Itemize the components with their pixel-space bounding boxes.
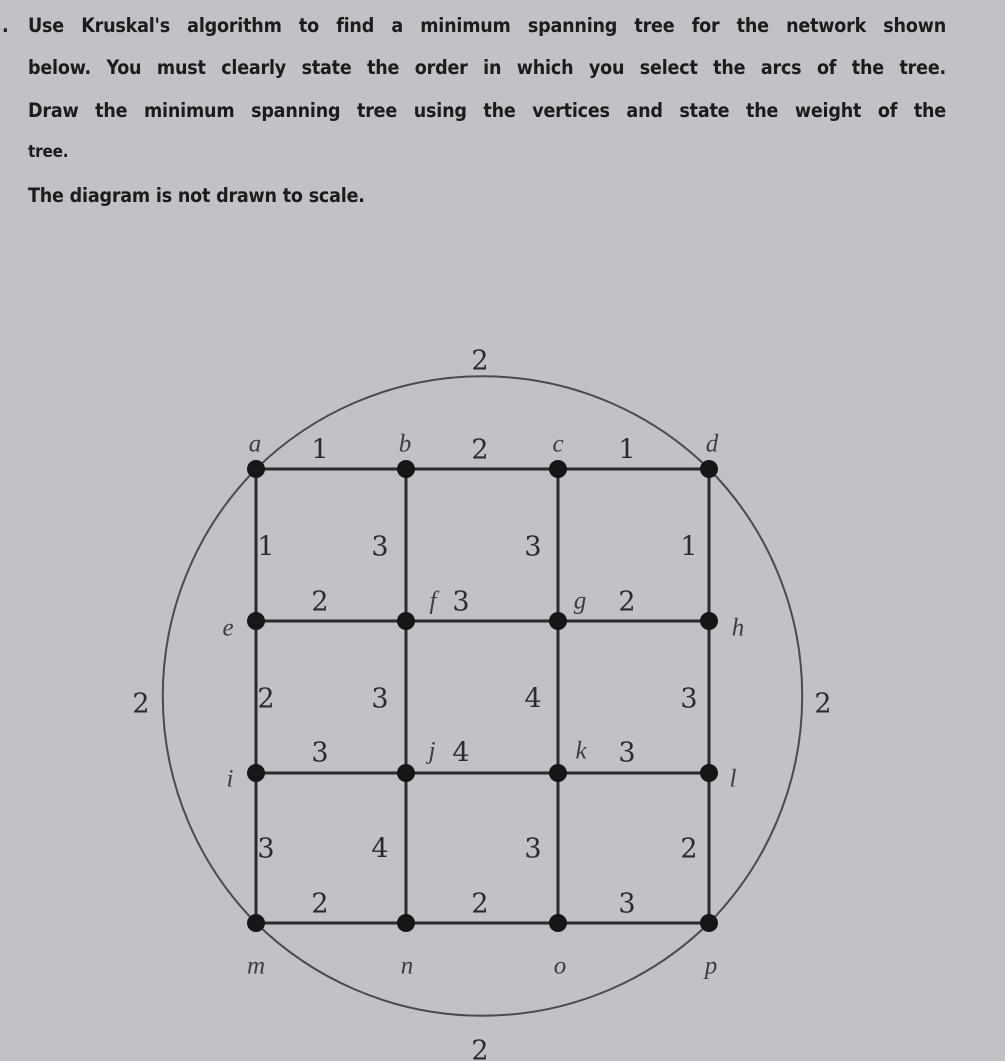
question-line-1: Use Kruskal's algorithm to find a minimum spanning tree for the network shown [28, 14, 946, 37]
vertex-g [549, 612, 567, 630]
edge-weight-e-i: 2 [257, 683, 275, 715]
question-number-marker: . [2, 14, 9, 37]
edge-weight-i-j: 3 [311, 737, 329, 769]
grid-edges [256, 469, 709, 923]
vertex-label-i: i [226, 765, 234, 793]
vertex-o [549, 914, 567, 932]
vertex-f [397, 612, 415, 630]
vertex-label-j: j [428, 737, 436, 765]
vertex-d [700, 460, 718, 478]
arc-weight-a-d: 2 [471, 345, 489, 377]
vertex-label-n: n [400, 952, 414, 980]
edge-weight-k-o: 3 [524, 833, 542, 865]
edge-weight-j-k: 4 [452, 737, 470, 769]
vertex-e [247, 612, 265, 630]
vertex-label-o: o [553, 952, 567, 980]
vertex-j [397, 764, 415, 782]
arc-d-p [709, 469, 802, 923]
edge-weight-h-l: 3 [680, 683, 698, 715]
vertex-k [549, 764, 567, 782]
vertex-i [247, 764, 265, 782]
vertex-p [700, 914, 718, 932]
arc-weight-m-p: 2 [471, 1035, 489, 1061]
edge-weight-f-j: 3 [371, 683, 389, 715]
arc-a-m [163, 469, 256, 923]
edge-weights [132, 346, 831, 1061]
question-line-3: Draw the minimum spanning tree using the vertices and state the weight of the [28, 99, 946, 122]
vertex-label-h: h [731, 614, 745, 642]
vertex-label-g: g [573, 587, 587, 615]
edge-weight-k-l: 3 [618, 737, 636, 769]
vertex-label-l: l [729, 765, 737, 793]
vertex-m [247, 914, 265, 932]
vertex-label-m: m [246, 952, 266, 980]
vertex-label-k: k [575, 737, 587, 765]
edge-weight-f-g: 3 [452, 586, 470, 618]
vertex-c [549, 460, 567, 478]
vertices [247, 460, 718, 932]
edge-weight-d-h: 1 [680, 531, 698, 563]
edge-weight-l-p: 2 [680, 833, 698, 865]
edge-weight-c-d: 1 [618, 434, 636, 466]
diagram-scale-note: The diagram is not drawn to scale. [28, 184, 365, 207]
vertex-n [397, 914, 415, 932]
arc-m-p [256, 923, 709, 1016]
question-line-4: tree. [28, 142, 69, 162]
arc-weight-d-p: 2 [814, 688, 832, 720]
edge-weight-b-c: 2 [471, 434, 489, 466]
vertex-a [247, 460, 265, 478]
edge-weight-b-f: 3 [371, 531, 389, 563]
arc-weight-a-m: 2 [132, 688, 150, 720]
vertex-label-f: f [429, 587, 437, 615]
edge-weight-o-p: 3 [618, 888, 636, 920]
edge-weight-j-n: 4 [371, 833, 389, 865]
vertex-l [700, 764, 718, 782]
vertex-label-p: p [704, 952, 718, 980]
vertex-label-e: e [222, 614, 234, 642]
edge-weight-g-k: 4 [524, 683, 542, 715]
edge-weight-g-h: 2 [618, 586, 636, 618]
edge-weight-c-g: 3 [524, 531, 542, 563]
vertex-h [700, 612, 718, 630]
edge-weight-e-f: 2 [311, 586, 329, 618]
vertex-label-c: c [552, 430, 564, 458]
edge-weight-n-o: 2 [471, 888, 489, 920]
vertex-label-b: b [398, 430, 412, 458]
edge-weight-i-m: 3 [257, 833, 275, 865]
vertex-label-a: a [248, 430, 262, 458]
edge-weight-a-b: 1 [311, 434, 329, 466]
question-line-2: below. You must clearly state the order in which you select the arcs of the tree. [28, 56, 946, 79]
vertex-b [397, 460, 415, 478]
edge-weight-a-e: 1 [257, 531, 275, 563]
edge-weight-m-n: 2 [311, 888, 329, 920]
vertex-label-d: d [705, 430, 719, 458]
